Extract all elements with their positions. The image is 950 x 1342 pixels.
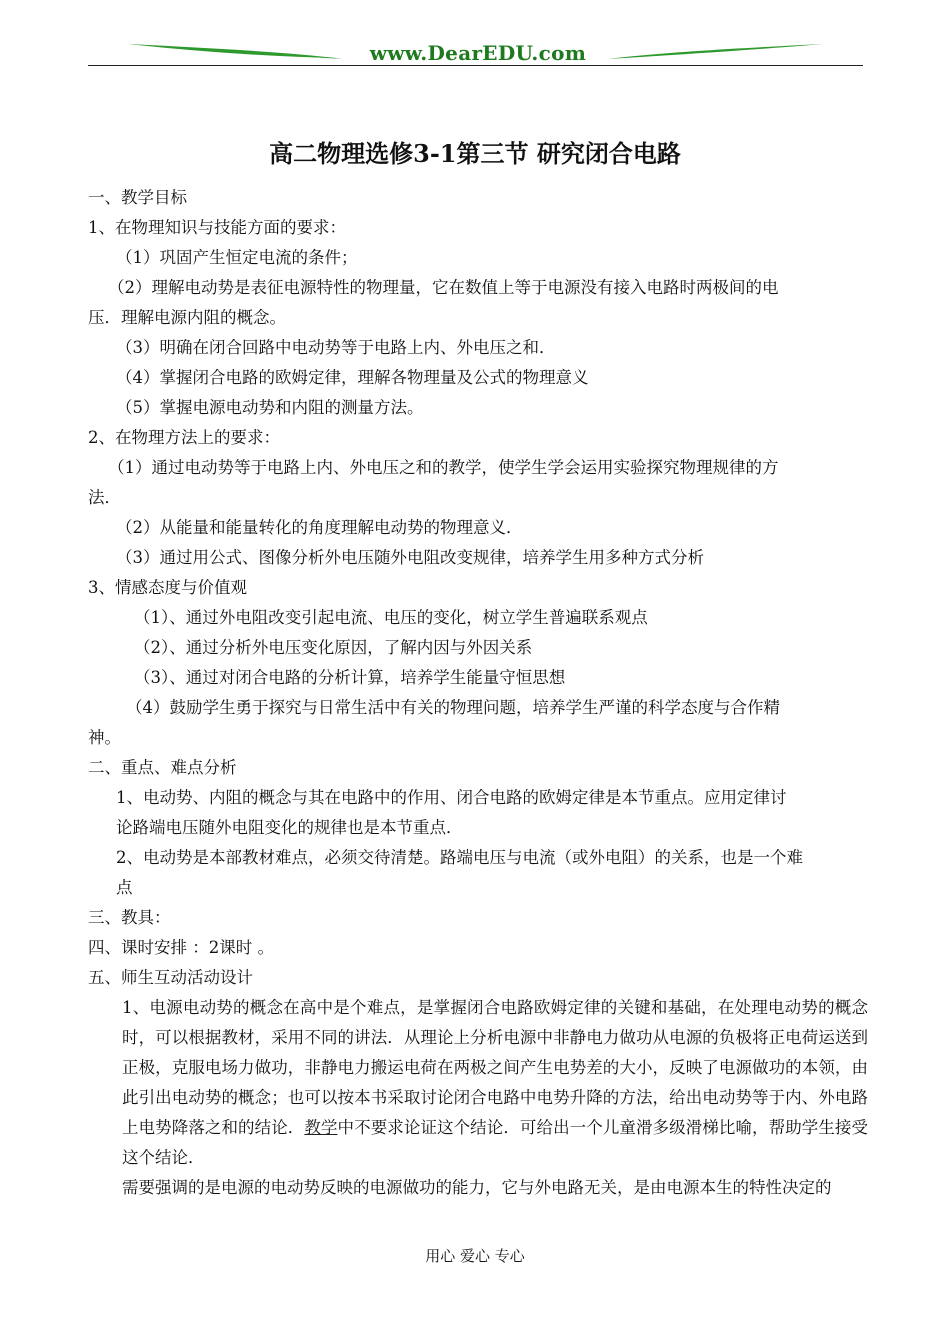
list-item-continuation: 神。 — [88, 728, 121, 747]
list-item-continuation: 论路端电压随外电阻变化的规律也是本节重点． — [116, 818, 463, 837]
list-item-continuation: 法． — [88, 488, 121, 507]
document-body — [88, 183, 868, 1203]
page-title: 高二物理选修3-1第三节 研究闭合电路 — [269, 139, 681, 168]
list-item: （2）从能量和能量转化的角度理解电动势的物理意义． — [116, 518, 523, 537]
subsection-heading: 3、情感态度与价值观 — [88, 578, 247, 597]
list-item: （3）明确在闭合回路中电动势等于电路上内、外电压之和． — [116, 338, 556, 357]
list-item-continuation: 点 — [116, 878, 133, 897]
paragraph-text: 1、电源电动势的概念在高中是个难点，是掌握闭合电路欧姆定律的关键和基础，在处理电动势的概念时，可以根据教材，采用不同的讲法．从理论上分析电源中非静电力做功从电源的负极将正电荷运送到正极，克服电场力做功，非静电力搬运电荷在两极之间产生电势差的大小，反映了电源做功的本领，由此引出电动势的概念；也可以按本书采取讨论闭合电路中电势升降的方法，给出电动势等于内、外电路上电势降落之和的结论． — [122, 998, 868, 1137]
list-item: （1）、通过外电阻改变引起电流、电压的变化，树立学生普遍联系观点 — [134, 608, 648, 627]
subsection-heading: 2、在物理方法上的要求： — [88, 428, 280, 447]
list-item: （4）掌握闭合电路的欧姆定律，理解各物理量及公式的物理意义 — [116, 368, 589, 387]
list-item: （1）通过电动势等于电路上内、外电压之和的教学，使学生学会运用实验探究物理规律的方 — [108, 458, 779, 477]
list-item: （3）、通过对闭合电路的分析计算，培养学生能量守恒思想 — [134, 668, 566, 687]
link-teaching[interactable]: 教学 — [304, 1118, 338, 1137]
list-item: 2、电动势是本部教材难点，必须交待清楚。路端电压与电流（或外电阻）的关系，也是一个难 — [116, 848, 803, 867]
subsection-heading: 1、在物理知识与技能方面的要求： — [88, 218, 346, 237]
list-item: 1、电动势、内阻的概念与其在电路中的作用、闭合电路的欧姆定律是本节重点。应用定律讨 — [116, 788, 787, 807]
section-heading: 五、师生互动活动设计 — [88, 968, 253, 987]
list-item: （2）、通过分析外电压变化原因，了解内因与外因关系 — [134, 638, 533, 657]
page-footer: 用心 爱心 专心 — [425, 1247, 525, 1265]
list-item: （3）通过用公式、图像分析外电压随外电阻改变规律，培养学生用多种方式分析 — [116, 548, 704, 567]
header-divider — [88, 65, 863, 66]
list-item: （2）理解电动势是表征电源特性的物理量，它在数值上等于电源没有接入电路时两极间的电 — [108, 278, 779, 297]
list-item: （5）掌握电源电动势和内阻的测量方法。 — [116, 398, 424, 417]
section-heading: 三、教具： — [88, 908, 171, 927]
list-item: （1）巩固产生恒定电流的条件； — [116, 248, 358, 267]
list-item-continuation: 压．理解电源内阻的概念。 — [88, 308, 286, 327]
paragraph: 需要强调的是电源的电动势反映的电源做功的能力，它与外电路无关，是由电源本生的特性决定的 — [122, 1178, 832, 1197]
section-heading: 一、教学目标 — [88, 188, 187, 207]
paragraph — [88, 993, 868, 1173]
paragraph-text: 中不要求论证这个结论．可给出一个儿童滑多级滑梯比喻，帮助学生接受这个结论． — [122, 1118, 869, 1167]
list-item: （4）鼓励学生勇于探究与日常生活中有关的物理问题，培养学生严谨的科学态度与合作精 — [126, 698, 780, 717]
section-heading: 二、重点、难点分析 — [88, 758, 237, 777]
site-logo[interactable]: www.DearEDU.com — [369, 41, 587, 65]
section-heading: 四、课时安排 ：2课时 。 — [88, 938, 274, 957]
